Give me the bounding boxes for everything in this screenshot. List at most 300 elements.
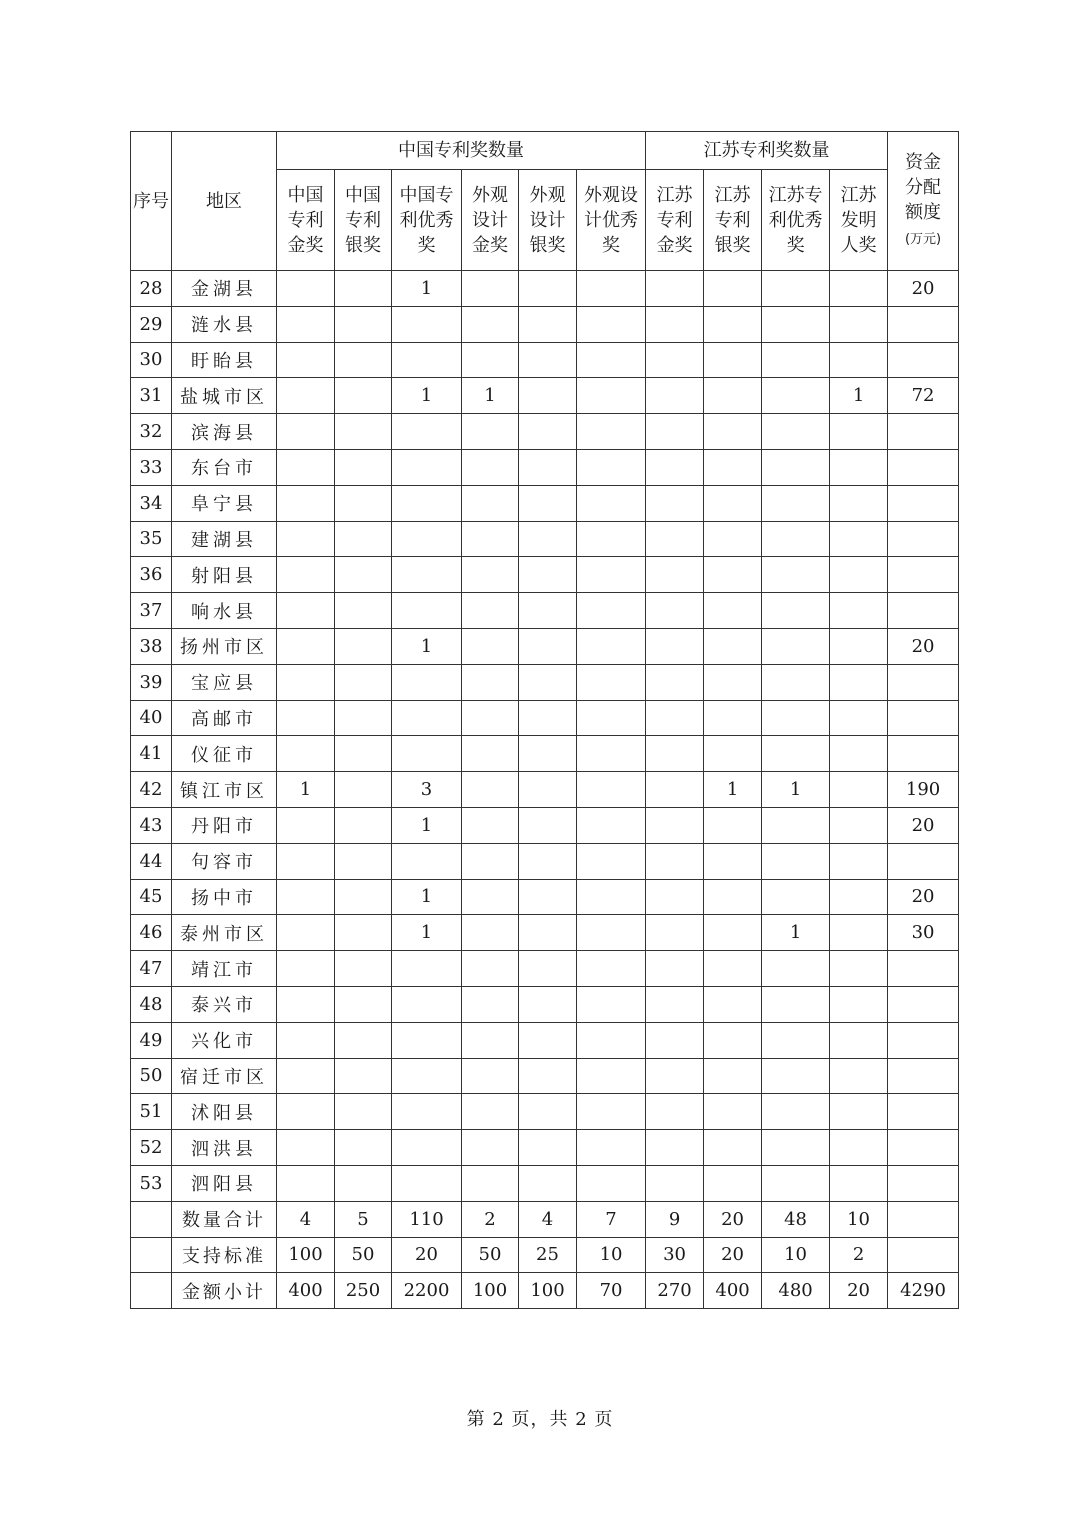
row-count-cell: [462, 557, 519, 593]
row-count-cell: [277, 628, 335, 664]
row-count-cell: [392, 414, 462, 450]
row-count-cell: [646, 879, 704, 915]
row-count-cell: 1: [830, 378, 888, 414]
row-region: 泗洪县: [172, 1130, 277, 1166]
row-count-cell: [577, 807, 646, 843]
row-count-cell: [277, 1094, 335, 1130]
row-count-cell: [577, 628, 646, 664]
row-count-cell: [519, 521, 577, 557]
row-seq: 49: [131, 1022, 172, 1058]
summary-value-cell: 30: [646, 1237, 704, 1273]
row-region: 扬州市区: [172, 628, 277, 664]
row-count-cell: [577, 1130, 646, 1166]
row-count-cell: [519, 557, 577, 593]
summary-value-cell: 2200: [392, 1273, 462, 1309]
row-count-cell: [830, 628, 888, 664]
row-count-cell: [277, 664, 335, 700]
row-fund: 190: [888, 772, 959, 808]
row-count-cell: [762, 306, 830, 342]
row-region: 宝应县: [172, 664, 277, 700]
summary-value-cell: 400: [704, 1273, 762, 1309]
row-count-cell: [704, 628, 762, 664]
header-china-group: 中国专利奖数量: [277, 132, 646, 170]
row-count-cell: [762, 736, 830, 772]
row-seq: 35: [131, 521, 172, 557]
row-count-cell: [762, 521, 830, 557]
row-count-cell: [762, 557, 830, 593]
row-count-cell: [704, 700, 762, 736]
row-seq: 46: [131, 915, 172, 951]
row-count-cell: [646, 915, 704, 951]
row-count-cell: [762, 986, 830, 1022]
summary-value-cell: 50: [335, 1237, 392, 1273]
row-count-cell: [704, 1130, 762, 1166]
table-row: [131, 986, 959, 1022]
row-fund: 30: [888, 915, 959, 951]
row-count-cell: [335, 843, 392, 879]
row-count-cell: [392, 986, 462, 1022]
row-count-cell: 1: [277, 772, 335, 808]
row-count-cell: [335, 807, 392, 843]
row-count-cell: [392, 1165, 462, 1201]
row-count-cell: [335, 521, 392, 557]
row-fund: [888, 1022, 959, 1058]
row-count-cell: [335, 1165, 392, 1201]
row-count-cell: [277, 1022, 335, 1058]
row-count-cell: [519, 1094, 577, 1130]
row-seq: 48: [131, 986, 172, 1022]
row-count-cell: [519, 664, 577, 700]
summary-value-cell: 100: [462, 1273, 519, 1309]
row-count-cell: [704, 521, 762, 557]
row-count-cell: [392, 700, 462, 736]
row-fund: [888, 342, 959, 378]
row-count-cell: [335, 378, 392, 414]
row-count-cell: [577, 342, 646, 378]
row-count-cell: [462, 772, 519, 808]
row-count-cell: [830, 879, 888, 915]
row-seq: 47: [131, 951, 172, 987]
row-count-cell: [646, 807, 704, 843]
row-seq: 30: [131, 342, 172, 378]
row-region: 盱眙县: [172, 342, 277, 378]
summary-label: 支持标准: [172, 1237, 277, 1273]
row-count-cell: 3: [392, 772, 462, 808]
row-count-cell: [704, 306, 762, 342]
row-count-cell: [335, 879, 392, 915]
row-region: 仪征市: [172, 736, 277, 772]
row-count-cell: [577, 915, 646, 951]
summary-seq-empty: [131, 1201, 172, 1237]
table-row: [131, 843, 959, 879]
row-count-cell: [462, 700, 519, 736]
summary-fund: 4290: [888, 1273, 959, 1309]
row-fund: 20: [888, 807, 959, 843]
row-count-cell: [462, 1058, 519, 1094]
row-seq: 52: [131, 1130, 172, 1166]
row-count-cell: [462, 1022, 519, 1058]
row-count-cell: [462, 664, 519, 700]
row-count-cell: [519, 986, 577, 1022]
row-count-cell: [462, 1094, 519, 1130]
row-count-cell: [519, 879, 577, 915]
row-count-cell: [577, 736, 646, 772]
row-count-cell: [830, 736, 888, 772]
row-count-cell: [462, 271, 519, 307]
row-count-cell: [646, 1165, 704, 1201]
row-count-cell: [277, 1130, 335, 1166]
summary-value-cell: 25: [519, 1237, 577, 1273]
row-region: 泰兴市: [172, 986, 277, 1022]
row-count-cell: [277, 414, 335, 450]
row-seq: 44: [131, 843, 172, 879]
row-region: 泰州市区: [172, 915, 277, 951]
row-count-cell: [519, 1058, 577, 1094]
summary-value-cell: 2: [830, 1237, 888, 1273]
row-count-cell: [704, 879, 762, 915]
row-region: 涟水县: [172, 306, 277, 342]
row-count-cell: [392, 951, 462, 987]
row-count-cell: [277, 843, 335, 879]
row-count-cell: 1: [392, 271, 462, 307]
row-count-cell: [646, 700, 704, 736]
row-seq: 40: [131, 700, 172, 736]
summary-seq-empty: [131, 1237, 172, 1273]
header-col: 江苏专利金奖: [646, 170, 704, 271]
row-count-cell: [277, 593, 335, 629]
row-count-cell: [830, 1022, 888, 1058]
row-count-cell: [335, 628, 392, 664]
summary-value-cell: 5: [335, 1201, 392, 1237]
row-count-cell: [704, 378, 762, 414]
row-count-cell: [577, 414, 646, 450]
row-count-cell: [335, 1094, 392, 1130]
row-count-cell: [704, 1022, 762, 1058]
row-count-cell: [704, 342, 762, 378]
row-count-cell: [519, 772, 577, 808]
table-row: [131, 414, 959, 450]
row-fund: 20: [888, 628, 959, 664]
row-count-cell: [277, 879, 335, 915]
header-col: 江苏专利银奖: [704, 170, 762, 271]
row-fund: [888, 306, 959, 342]
row-count-cell: [462, 807, 519, 843]
row-fund: [888, 521, 959, 557]
row-count-cell: 1: [392, 879, 462, 915]
row-count-cell: [462, 986, 519, 1022]
row-count-cell: [335, 915, 392, 951]
row-count-cell: [704, 951, 762, 987]
header-col: 江苏专利优秀奖: [762, 170, 830, 271]
summary-value-cell: 10: [830, 1201, 888, 1237]
row-count-cell: [392, 843, 462, 879]
row-count-cell: [762, 378, 830, 414]
row-fund: [888, 700, 959, 736]
row-count-cell: [830, 915, 888, 951]
row-count-cell: [577, 986, 646, 1022]
row-count-cell: [646, 1094, 704, 1130]
row-count-cell: 1: [704, 772, 762, 808]
row-region: 泗阳县: [172, 1165, 277, 1201]
row-count-cell: [519, 843, 577, 879]
row-count-cell: [519, 807, 577, 843]
row-count-cell: [519, 1165, 577, 1201]
row-count-cell: [462, 628, 519, 664]
row-count-cell: [277, 378, 335, 414]
row-count-cell: [577, 271, 646, 307]
row-count-cell: [277, 485, 335, 521]
row-count-cell: [704, 593, 762, 629]
row-region: 沭阳县: [172, 1094, 277, 1130]
row-count-cell: [646, 1058, 704, 1094]
row-count-cell: [646, 772, 704, 808]
row-count-cell: [830, 593, 888, 629]
summary-label: 数量合计: [172, 1201, 277, 1237]
summary-label: 金额小计: [172, 1273, 277, 1309]
row-count-cell: [830, 271, 888, 307]
row-fund: 20: [888, 879, 959, 915]
row-region: 响水县: [172, 593, 277, 629]
row-count-cell: [519, 485, 577, 521]
row-count-cell: [392, 736, 462, 772]
row-count-cell: [646, 271, 704, 307]
row-count-cell: [704, 807, 762, 843]
row-fund: [888, 414, 959, 450]
row-seq: 39: [131, 664, 172, 700]
row-count-cell: [704, 414, 762, 450]
row-seq: 51: [131, 1094, 172, 1130]
summary-value-cell: 250: [335, 1273, 392, 1309]
table-row: [131, 915, 959, 951]
header-fund-unit: (万元): [904, 232, 942, 247]
summary-seq-empty: [131, 1273, 172, 1309]
row-count-cell: [519, 1022, 577, 1058]
row-count-cell: 1: [762, 772, 830, 808]
summary-value-cell: 7: [577, 1201, 646, 1237]
row-count-cell: [704, 485, 762, 521]
row-count-cell: [830, 1058, 888, 1094]
row-count-cell: 1: [392, 378, 462, 414]
row-count-cell: [830, 449, 888, 485]
row-count-cell: [462, 306, 519, 342]
row-seq: 53: [131, 1165, 172, 1201]
table-row: [131, 521, 959, 557]
summary-value-cell: 400: [277, 1273, 335, 1309]
row-count-cell: [762, 1094, 830, 1130]
row-region: 宿迁市区: [172, 1058, 277, 1094]
row-count-cell: [704, 1094, 762, 1130]
summary-value-cell: 2: [462, 1201, 519, 1237]
row-count-cell: [277, 807, 335, 843]
row-count-cell: [646, 449, 704, 485]
row-count-cell: [277, 306, 335, 342]
row-count-cell: [392, 1058, 462, 1094]
header-col: 江苏发明人奖: [830, 170, 888, 271]
row-fund: [888, 485, 959, 521]
row-count-cell: [462, 843, 519, 879]
row-count-cell: [577, 378, 646, 414]
row-count-cell: [392, 521, 462, 557]
row-count-cell: [462, 593, 519, 629]
row-region: 镇江市区: [172, 772, 277, 808]
header-col: 外观设计优秀奖: [577, 170, 646, 271]
table-row: [131, 736, 959, 772]
table-row: [131, 807, 959, 843]
row-count-cell: [519, 700, 577, 736]
header-fund: [888, 132, 959, 271]
summary-row: [131, 1273, 959, 1309]
row-count-cell: [462, 915, 519, 951]
summary-fund: [888, 1237, 959, 1273]
row-count-cell: [519, 342, 577, 378]
row-seq: 38: [131, 628, 172, 664]
row-count-cell: [830, 342, 888, 378]
row-count-cell: [577, 306, 646, 342]
row-count-cell: [277, 521, 335, 557]
row-fund: [888, 986, 959, 1022]
row-count-cell: 1: [462, 378, 519, 414]
table-header: [131, 132, 959, 271]
row-count-cell: [335, 557, 392, 593]
header-col: 外观设计金奖: [462, 170, 519, 271]
row-count-cell: [830, 557, 888, 593]
table-row: [131, 700, 959, 736]
row-count-cell: [646, 986, 704, 1022]
row-count-cell: [646, 736, 704, 772]
row-count-cell: [335, 414, 392, 450]
summary-value-cell: 100: [277, 1237, 335, 1273]
row-count-cell: [277, 557, 335, 593]
row-count-cell: [762, 951, 830, 987]
row-count-cell: [762, 664, 830, 700]
row-count-cell: [335, 485, 392, 521]
row-count-cell: [830, 1165, 888, 1201]
row-count-cell: [577, 557, 646, 593]
header-fund-label: 资金分配额度: [905, 152, 942, 223]
row-count-cell: [277, 986, 335, 1022]
table-row: [131, 951, 959, 987]
summary-row: [131, 1201, 959, 1237]
row-count-cell: [704, 915, 762, 951]
row-count-cell: [762, 414, 830, 450]
row-count-cell: [830, 1094, 888, 1130]
row-count-cell: [646, 521, 704, 557]
row-count-cell: [392, 664, 462, 700]
award-fund-table: [130, 131, 959, 1309]
row-count-cell: [392, 342, 462, 378]
row-count-cell: [830, 843, 888, 879]
row-count-cell: [762, 807, 830, 843]
row-count-cell: [335, 772, 392, 808]
table-row: [131, 772, 959, 808]
row-count-cell: [577, 1094, 646, 1130]
row-count-cell: [392, 593, 462, 629]
row-count-cell: [762, 593, 830, 629]
row-count-cell: [277, 1165, 335, 1201]
row-count-cell: [519, 414, 577, 450]
row-count-cell: [277, 271, 335, 307]
row-count-cell: [646, 843, 704, 879]
row-count-cell: [392, 306, 462, 342]
row-seq: 50: [131, 1058, 172, 1094]
row-count-cell: [577, 664, 646, 700]
row-count-cell: [335, 449, 392, 485]
row-region: 句容市: [172, 843, 277, 879]
row-count-cell: [335, 1022, 392, 1058]
summary-value-cell: 10: [762, 1237, 830, 1273]
header-jiangsu-group: 江苏专利奖数量: [646, 132, 888, 170]
row-count-cell: 1: [392, 807, 462, 843]
row-count-cell: [335, 271, 392, 307]
row-region: 盐城市区: [172, 378, 277, 414]
table-row: [131, 628, 959, 664]
row-count-cell: [646, 378, 704, 414]
table-row: [131, 1165, 959, 1201]
row-count-cell: [577, 1058, 646, 1094]
summary-value-cell: 50: [462, 1237, 519, 1273]
row-count-cell: [704, 1058, 762, 1094]
row-fund: [888, 843, 959, 879]
row-count-cell: [335, 306, 392, 342]
row-count-cell: [704, 986, 762, 1022]
row-count-cell: [830, 700, 888, 736]
row-count-cell: [646, 306, 704, 342]
table-body: [131, 271, 959, 1309]
row-count-cell: [646, 593, 704, 629]
row-count-cell: [462, 1130, 519, 1166]
row-count-cell: [277, 951, 335, 987]
row-count-cell: [646, 1022, 704, 1058]
table-row: [131, 879, 959, 915]
row-count-cell: [646, 485, 704, 521]
row-count-cell: [704, 843, 762, 879]
row-count-cell: [762, 628, 830, 664]
row-count-cell: [462, 736, 519, 772]
row-count-cell: [577, 485, 646, 521]
header-seq: 序号: [131, 132, 172, 271]
row-count-cell: [762, 1058, 830, 1094]
row-seq: 31: [131, 378, 172, 414]
row-count-cell: [577, 879, 646, 915]
row-seq: 42: [131, 772, 172, 808]
row-count-cell: [762, 342, 830, 378]
table-row: [131, 1094, 959, 1130]
row-count-cell: [577, 593, 646, 629]
row-count-cell: [519, 378, 577, 414]
row-count-cell: [519, 915, 577, 951]
row-seq: 37: [131, 593, 172, 629]
row-count-cell: 1: [762, 915, 830, 951]
summary-value-cell: 48: [762, 1201, 830, 1237]
row-count-cell: [762, 449, 830, 485]
row-count-cell: [762, 879, 830, 915]
row-fund: [888, 1058, 959, 1094]
row-region: 阜宁县: [172, 485, 277, 521]
row-count-cell: [830, 986, 888, 1022]
row-count-cell: [519, 951, 577, 987]
row-fund: 72: [888, 378, 959, 414]
summary-value-cell: 70: [577, 1273, 646, 1309]
row-region: 靖江市: [172, 951, 277, 987]
row-count-cell: [392, 1022, 462, 1058]
row-fund: [888, 736, 959, 772]
table-row: [131, 1130, 959, 1166]
row-count-cell: [462, 342, 519, 378]
row-count-cell: 1: [392, 628, 462, 664]
row-count-cell: [577, 843, 646, 879]
row-count-cell: 1: [392, 915, 462, 951]
summary-value-cell: 100: [519, 1273, 577, 1309]
